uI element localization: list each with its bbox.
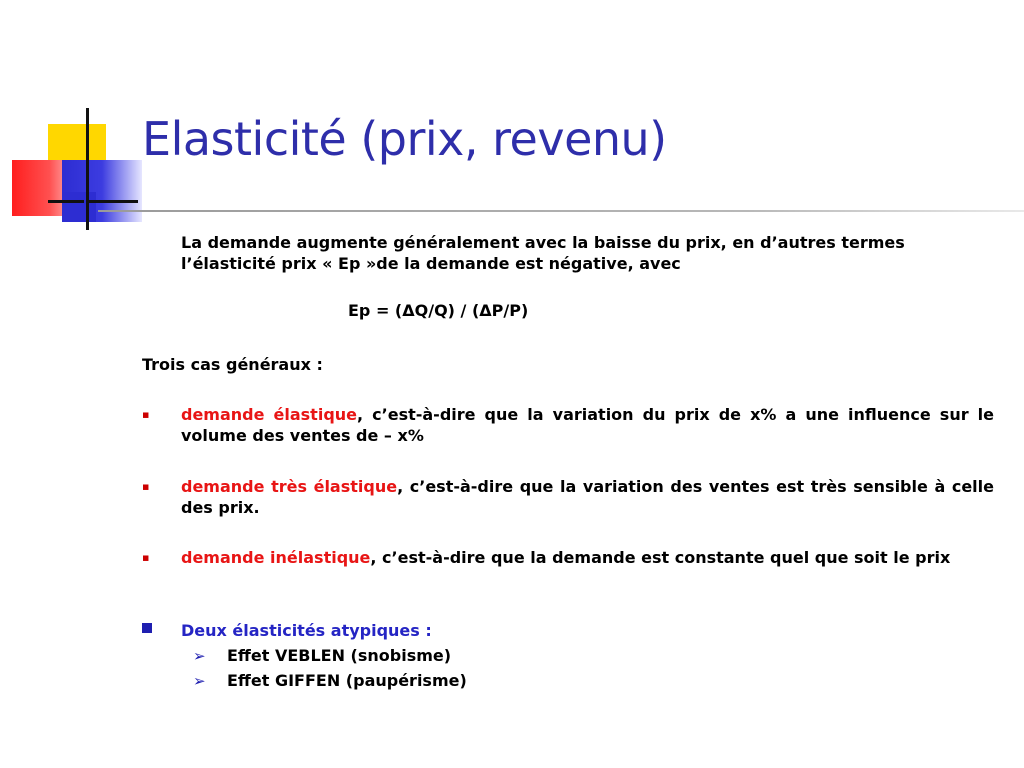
sub-item-veblen <box>193 645 451 667</box>
bullet-marker-icon: ▪ <box>142 480 150 493</box>
bullet-very-elastic-demand <box>142 476 994 518</box>
elasticity-formula: Ep = (ΔQ/Q) / (ΔP/P) <box>348 301 529 320</box>
bullet-text <box>181 404 994 446</box>
bullet-term: demande inélastique <box>181 548 371 567</box>
arrow-bullet-icon: ➢ <box>193 647 206 665</box>
bullet-inelastic-demand <box>142 547 994 568</box>
sub-item-label: Effet VEBLEN (snobisme) <box>227 646 452 665</box>
bullet-description: , c’est-à-dire que la demande est constante quel que soit le prix <box>370 548 951 567</box>
bullet-elastic-demand <box>142 404 994 446</box>
square-bullet-icon <box>142 623 152 633</box>
bullet-description: , c’est-à-dire que la variation du prix de x% a une influence sur le volume des ventes de – x% <box>181 405 994 445</box>
bullet-description: , c’est-à-dire que la variation des ventes est très sensible à celle des prix. <box>181 477 994 517</box>
bullet-marker-icon: ▪ <box>142 551 150 564</box>
sub-item-label: Effet GIFFEN (paupérisme) <box>227 671 467 690</box>
arrow-bullet-icon: ➢ <box>193 672 206 690</box>
bullet-text <box>181 547 994 568</box>
atypical-heading: Deux élasticités atypiques : <box>181 621 432 640</box>
slide-title: Elasticité (prix, revenu) <box>142 112 667 166</box>
bullet-term: demande élastique <box>181 405 358 424</box>
bullet-term: demande très élastique <box>181 477 398 496</box>
sub-item-giffen <box>193 670 467 692</box>
bullet-marker-icon: ▪ <box>142 408 150 421</box>
intro-paragraph: La demande augmente généralement avec la baisse du prix, en d’autres termes l’élasticité prix « Ep »de la demande est négative, avec <box>181 233 905 273</box>
bullet-text <box>181 476 994 518</box>
cases-heading: Trois cas généraux : <box>142 355 323 374</box>
